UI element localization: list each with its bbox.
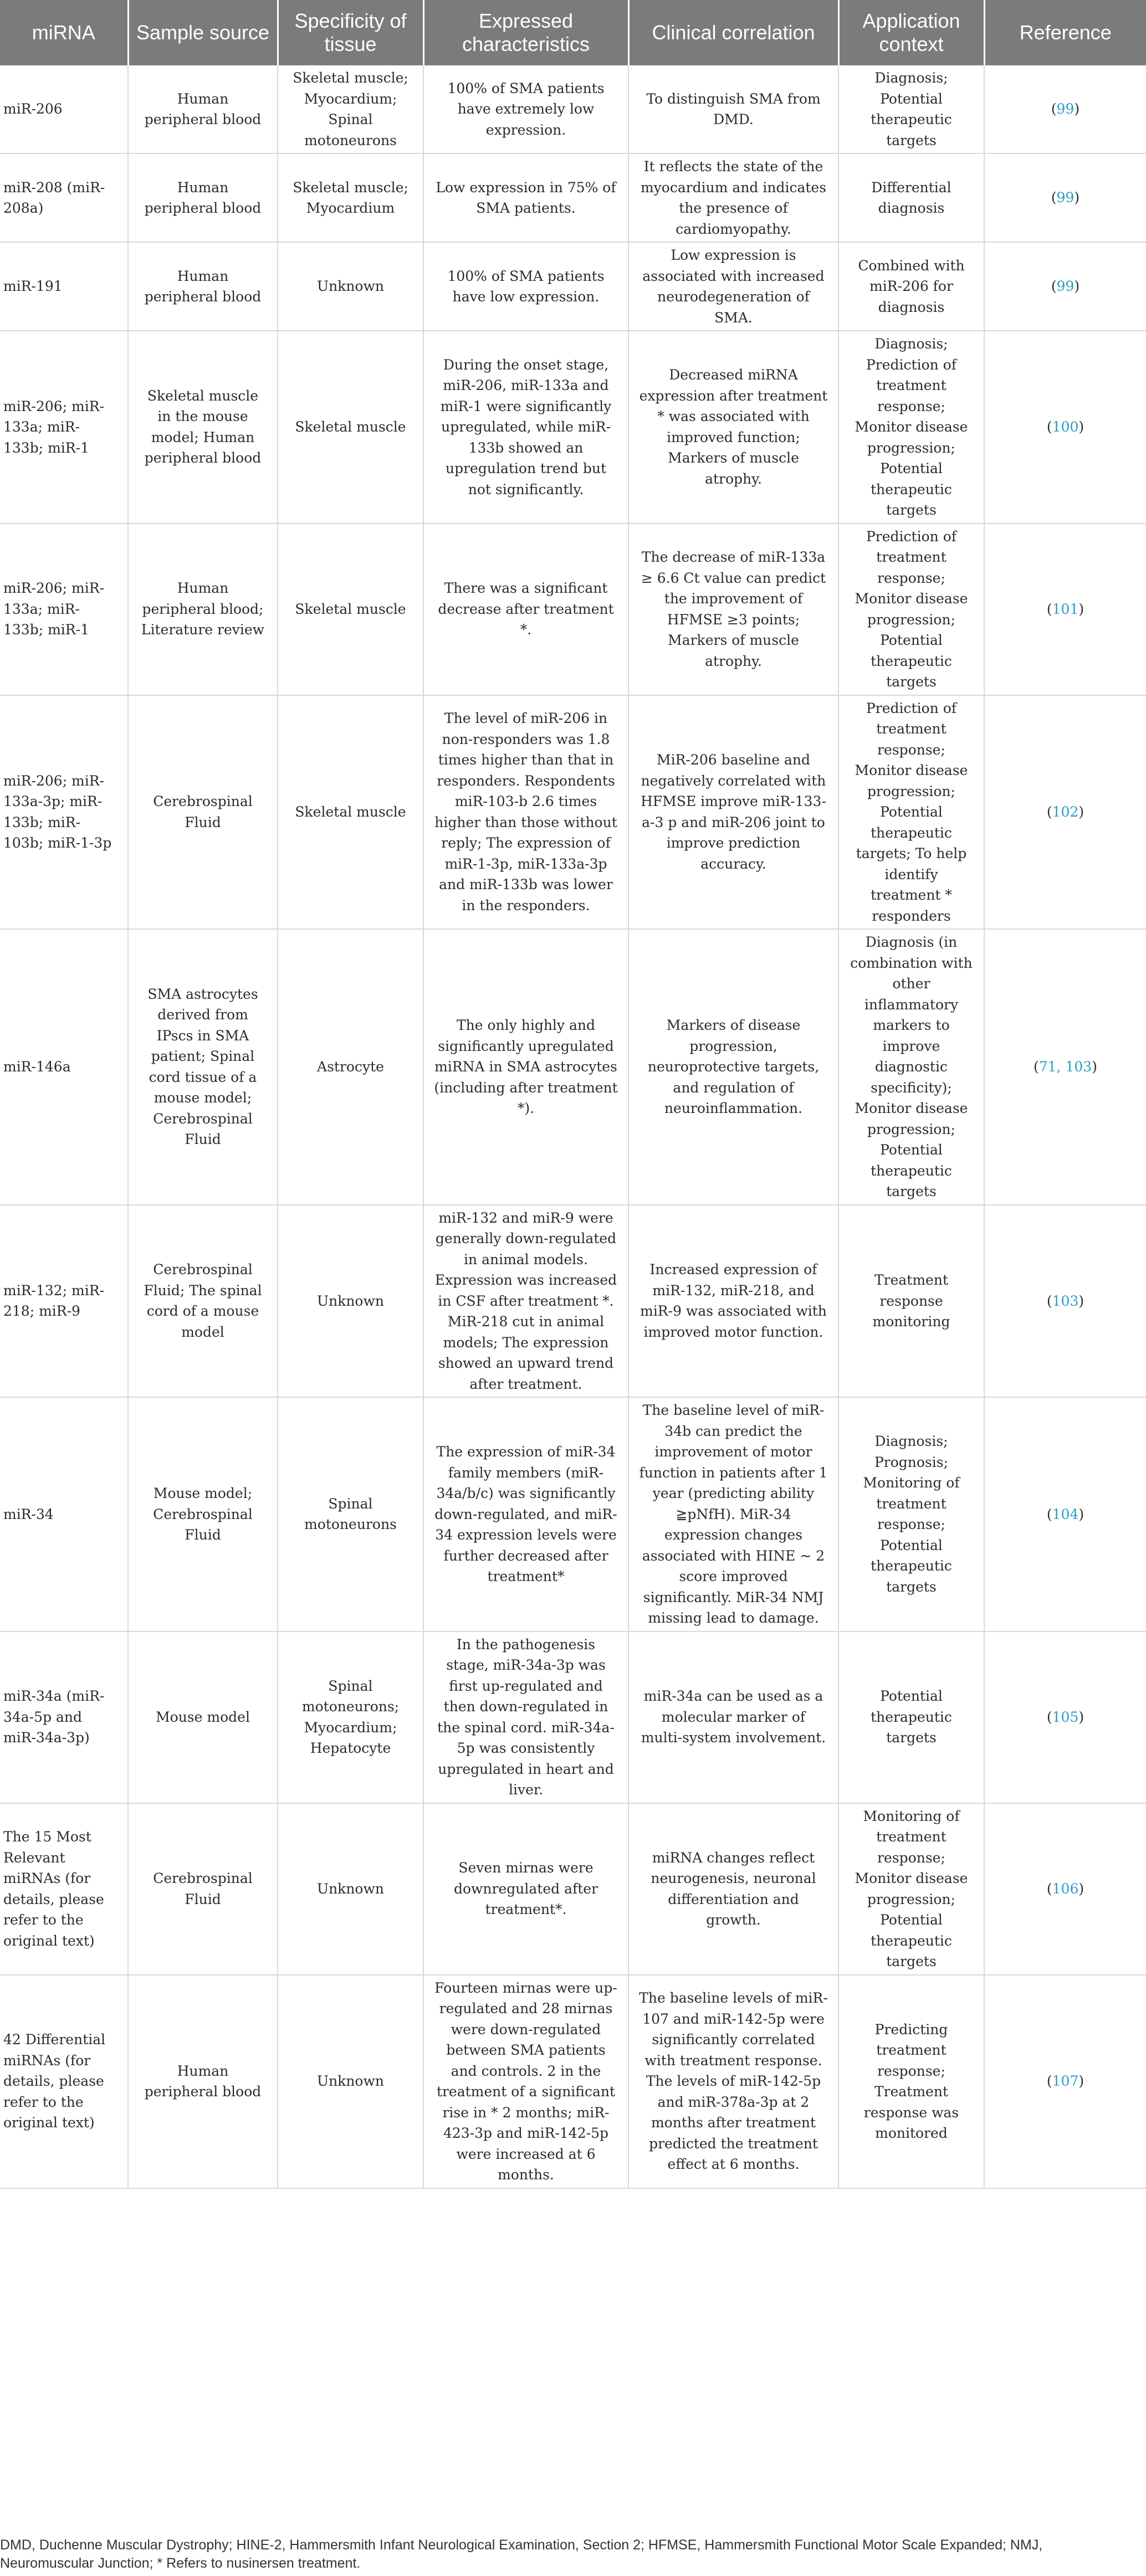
reference-link[interactable]: 104 [1052, 1506, 1079, 1522]
cell-reference: (99) [984, 242, 1146, 331]
cell-mirna: miR-191 [0, 242, 128, 331]
cell-sample-source: Mouse model [128, 1631, 278, 1803]
reference-link[interactable]: 100 [1052, 419, 1079, 435]
reference-link[interactable]: 103 [1052, 1292, 1079, 1309]
cell-mirna: miR-206; miR-133a; miR-133b; miR-1 [0, 524, 128, 695]
cell-specificity: Unknown [278, 242, 423, 331]
header-reference: Reference [984, 0, 1146, 65]
header-application: Application context [838, 0, 984, 65]
cell-clinical: Increased expression of miR-132, miR-218, and miR-9 was associated with improved motor function. [628, 1205, 838, 1398]
cell-mirna: miR-132; miR-218; miR-9 [0, 1205, 128, 1398]
cell-reference: (100) [984, 331, 1146, 524]
table-row [0, 524, 1146, 695]
cell-sample-source: Cerebrospinal Fluid [128, 1803, 278, 1975]
cell-sample-source: Human peripheral blood [128, 153, 278, 242]
cell-sample-source: Cerebrospinal Fluid; The spinal cord of a mouse model [128, 1205, 278, 1398]
cell-specificity: Unknown [278, 1975, 423, 2188]
cell-reference: (99) [984, 153, 1146, 242]
cell-clinical: The baseline levels of miR-107 and miR-142-5p were significantly correlated with treatment response. The levels of miR-142-5p and miR-378a-3p at 2 months after treatment predicted the treatment effect at 6 months. [628, 1975, 838, 2188]
table-row [0, 1975, 1146, 2188]
table-row [0, 1205, 1146, 1398]
cell-reference: (103) [984, 1205, 1146, 1398]
cell-sample-source: Human peripheral blood [128, 1975, 278, 2188]
cell-mirna: miR-34a (miR-34a-5p and miR-34a-3p) [0, 1631, 128, 1803]
cell-reference: (102) [984, 695, 1146, 930]
cell-reference: (101) [984, 524, 1146, 695]
cell-mirna: miR-146a [0, 929, 128, 1205]
cell-mirna: 42 Differential miRNAs (for details, please refer to the original text) [0, 1975, 128, 2188]
reference-link[interactable]: 102 [1052, 804, 1079, 820]
cell-clinical: The baseline level of miR-34b can predict the improvement of motor function in patients after 1 year (predicting ability ≧pNfH). MiR-34 expression changes associated with HINE ~ 2 score improved significantly. MiR-34 NMJ missing lead to damage. [628, 1397, 838, 1631]
cell-clinical: The decrease of miR-133a ≥ 6.6 Ct value can predict the improvement of HFMSE ≥3 points; Markers of muscle atrophy. [628, 524, 838, 695]
cell-application: Diagnosis (in combination with other inflammatory markers to improve diagnostic specificity); Monitor disease progression; Potential therapeutic targets [838, 929, 984, 1205]
cell-clinical: MiR-206 baseline and negatively correlated with HFMSE improve miR-133-a-3 p and miR-206 joint to improve prediction accuracy. [628, 695, 838, 930]
reference-link[interactable]: 105 [1052, 1708, 1079, 1725]
cell-specificity: Skeletal muscle; Myocardium [278, 153, 423, 242]
header-specificity: Specificity of tissue [278, 0, 423, 65]
cell-expressed: There was a significant decrease after treatment *. [423, 524, 628, 695]
cell-sample-source: Human peripheral blood [128, 65, 278, 153]
table-row [0, 331, 1146, 524]
cell-application: Potential therapeutic targets [838, 1631, 984, 1803]
cell-mirna: miR-34 [0, 1397, 128, 1631]
cell-application: Treatment response monitoring [838, 1205, 984, 1398]
cell-specificity: Skeletal muscle [278, 695, 423, 930]
cell-sample-source: Human peripheral blood [128, 242, 278, 331]
reference-link[interactable]: 71, 103 [1038, 1059, 1092, 1075]
cell-application: Diagnosis; Potential therapeutic targets [838, 65, 984, 153]
cell-clinical: Low expression is associated with increased neurodegeneration of SMA. [628, 242, 838, 331]
cell-mirna: miR-206; miR-133a-3p; miR-133b; miR-103b; miR-1-3p [0, 695, 128, 930]
cell-application: Prediction of treatment response; Monitor disease progression; Potential therapeutic targets; To help identify treatment * responders [838, 695, 984, 930]
cell-reference: (71, 103) [984, 929, 1146, 1205]
cell-clinical: miR-34a can be used as a molecular marker of multi-system involvement. [628, 1631, 838, 1803]
table-row [0, 1631, 1146, 1803]
cell-specificity: Astrocyte [278, 929, 423, 1205]
header-sample-source: Sample source [128, 0, 278, 65]
cell-application: Combined with miR-206 for diagnosis [838, 242, 984, 331]
cell-clinical: Decreased miRNA expression after treatment * was associated with improved function; Markers of muscle atrophy. [628, 331, 838, 524]
cell-expressed: Fourteen mirnas were up-regulated and 28 mirnas were down-regulated between SMA patients and controls. 2 in the treatment of a significant rise in * 2 months; miR-423-3p and miR-142-5p were increased at 6 months. [423, 1975, 628, 2188]
cell-clinical: Markers of disease progression, neuroprotective targets, and regulation of neuroinflammation. [628, 929, 838, 1205]
cell-specificity: Skeletal muscle; Myocardium; Spinal motoneurons [278, 65, 423, 153]
table-footnote: DMD, Duchenne Muscular Dystrophy; HINE-2, Hammersmith Infant Neurological Examination, Section 2; HFMSE, Hammersmith Functional Motor Scale Expanded; NMJ, Neuromuscular Junction; * Refers to nusinersen treatment. [0, 2537, 1043, 2571]
cell-reference: (107) [984, 1975, 1146, 2188]
cell-sample-source: SMA astrocytes derived from IPscs in SMA patient; Spinal cord tissue of a mouse model; Cerebrospinal Fluid [128, 929, 278, 1205]
cell-specificity: Spinal motoneurons [278, 1397, 423, 1631]
cell-mirna: miR-206 [0, 65, 128, 153]
reference-link[interactable]: 99 [1056, 101, 1075, 117]
reference-link[interactable]: 101 [1052, 601, 1079, 617]
header-expressed: Expressed characteristics [423, 0, 628, 65]
cell-application: Monitoring of treatment response; Monitor disease progression; Potential therapeutic targets [838, 1803, 984, 1975]
cell-specificity: Unknown [278, 1205, 423, 1398]
cell-specificity: Skeletal muscle [278, 331, 423, 524]
cell-clinical: To distinguish SMA from DMD. [628, 65, 838, 153]
table-row [0, 65, 1146, 153]
cell-sample-source: Cerebrospinal Fluid [128, 695, 278, 930]
cell-reference: (104) [984, 1397, 1146, 1631]
cell-expressed: miR-132 and miR-9 were generally down-regulated in animal models. Expression was increased in CSF after treatment *. MiR-218 cut in animal models; The expression showed an upward trend after treatment. [423, 1205, 628, 1398]
header-mirna: miRNA [0, 0, 128, 65]
cell-specificity: Spinal motoneurons; Myocardium; Hepatocyte [278, 1631, 423, 1803]
table-row [0, 153, 1146, 242]
cell-sample-source: Skeletal muscle in the mouse model; Human peripheral blood [128, 331, 278, 524]
cell-expressed: During the onset stage, miR-206, miR-133a and miR-1 were significantly upregulated, while miR-133b showed an upregulation trend but not significantly. [423, 331, 628, 524]
header-clinical: Clinical correlation [628, 0, 838, 65]
header-row [0, 0, 1146, 65]
cell-sample-source: Mouse model; Cerebrospinal Fluid [128, 1397, 278, 1631]
reference-link[interactable]: 107 [1052, 2073, 1079, 2090]
reference-link[interactable]: 106 [1052, 1880, 1079, 1897]
cell-reference: (99) [984, 65, 1146, 153]
cell-reference: (106) [984, 1803, 1146, 1975]
cell-application: Diagnosis; Prognosis; Monitoring of treatment response; Potential therapeutic targets [838, 1397, 984, 1631]
cell-expressed: 100% of SMA patients have extremely low expression. [423, 65, 628, 153]
table-row [0, 1397, 1146, 1631]
cell-clinical: miRNA changes reflect neurogenesis, neuronal differentiation and growth. [628, 1803, 838, 1975]
cell-specificity: Skeletal muscle [278, 524, 423, 695]
reference-link[interactable]: 99 [1056, 278, 1075, 295]
table-row [0, 1803, 1146, 1975]
cell-specificity: Unknown [278, 1803, 423, 1975]
cell-application: Prediction of treatment response; Monitor disease progression; Potential therapeutic targets [838, 524, 984, 695]
cell-application: Differential diagnosis [838, 153, 984, 242]
cell-application: Predicting treatment response; Treatment response was monitored [838, 1975, 984, 2188]
cell-expressed: Seven mirnas were downregulated after treatment*. [423, 1803, 628, 1975]
cell-expressed: In the pathogenesis stage, miR-34a-3p was first up-regulated and then down-regulated in the spinal cord. miR-34a-5p was consistently upregulated in heart and liver. [423, 1631, 628, 1803]
cell-clinical: It reflects the state of the myocardium and indicates the presence of cardiomyopathy. [628, 153, 838, 242]
cell-mirna: miR-208 (miR-208a) [0, 153, 128, 242]
cell-sample-source: Human peripheral blood; Literature review [128, 524, 278, 695]
cell-expressed: Low expression in 75% of SMA patients. [423, 153, 628, 242]
cell-application: Diagnosis; Prediction of treatment response; Monitor disease progression; Potential therapeutic targets [838, 331, 984, 524]
cell-expressed: The only highly and significantly upregulated miRNA in SMA astrocytes (including after treatment *). [423, 929, 628, 1205]
cell-expressed: 100% of SMA patients have low expression. [423, 242, 628, 331]
table-row [0, 695, 1146, 930]
cell-mirna: The 15 Most Relevant miRNAs (for details, please refer to the original text) [0, 1803, 128, 1975]
table-row [0, 242, 1146, 331]
cell-reference: (105) [984, 1631, 1146, 1803]
reference-link[interactable]: 99 [1056, 189, 1075, 206]
cell-expressed: The expression of miR-34 family members (miR-34a/b/c) was significantly down-regulated, and miR-34 expression levels were further decreased after treatment* [423, 1397, 628, 1631]
table-row [0, 929, 1146, 1205]
cell-mirna: miR-206; miR-133a; miR-133b; miR-1 [0, 331, 128, 524]
cell-expressed: The level of miR-206 in non-responders was 1.8 times higher than that in responders. Respondents miR-103-b 2.6 times higher than those without reply; The expression of miR-1-3p, miR-133a-3p and miR-133b was lower in the responders. [423, 695, 628, 930]
